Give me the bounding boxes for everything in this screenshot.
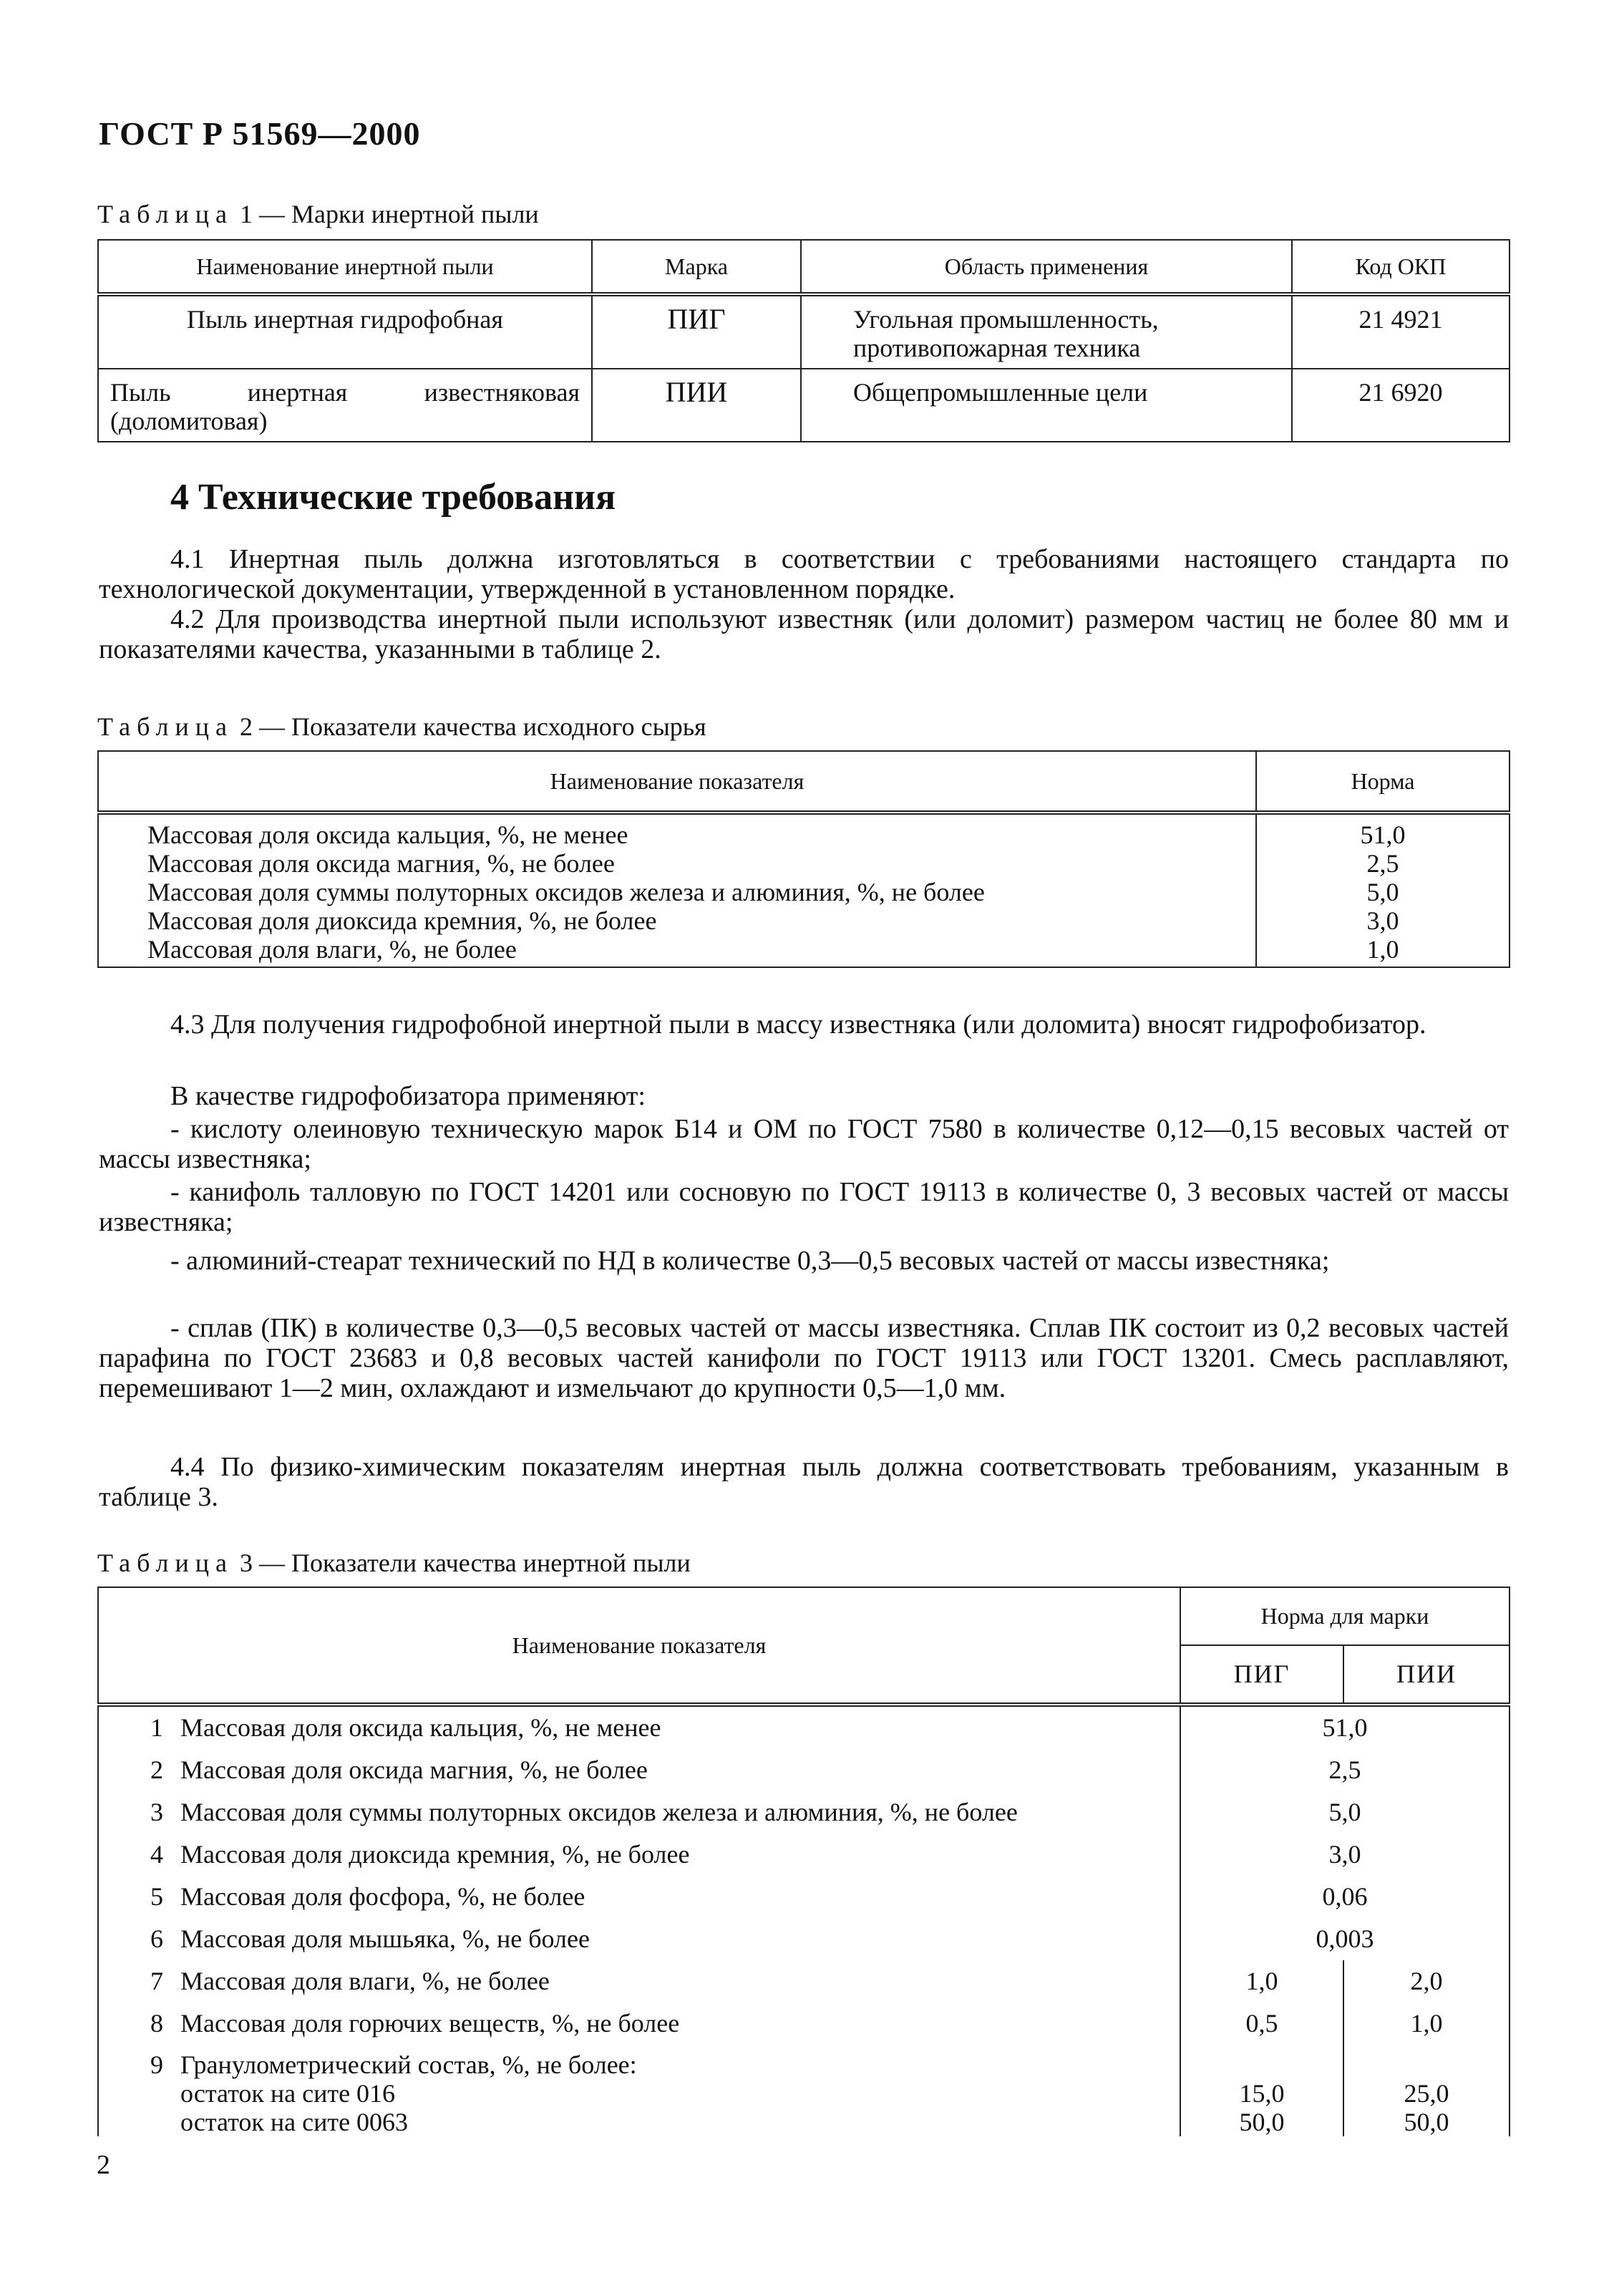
table3-row-value: 5,0 [1180, 1791, 1510, 1834]
table3-header-pii: ПИИ [1343, 1645, 1510, 1705]
row-number: 4 [150, 1840, 163, 1869]
table3-row-label [98, 2045, 1180, 2136]
row-subtext: остаток на сите 0063 [180, 2108, 409, 2136]
table1-cell-area: Угольная промышленность, противопожарная техника [801, 294, 1292, 369]
paragraph-4-3: 4.3 Для получения гидрофобной инертной пыли в массу известняка (или доломита) вносят гидрофобизатор. [170, 1009, 1426, 1040]
table3-row-value: 0,06 [1180, 1876, 1510, 1918]
table2-caption-word: Таблица [97, 712, 233, 741]
row-text: Гранулометрический состав, %, не более: [180, 2050, 637, 2079]
table3-row-label [98, 1791, 1180, 1834]
table3-caption [97, 1548, 691, 1578]
table2-row-name: Массовая доля оксида кальция, %, не менее [147, 820, 628, 849]
row-number: 5 [150, 1882, 163, 1911]
table3-value-pii: 1,0 [1343, 2002, 1510, 2045]
table2-row-name: Массовая доля диоксида кремния, %, не более [147, 906, 657, 935]
table-row [98, 1705, 1510, 1749]
value-stack [1344, 2045, 1509, 2136]
value: 50,0 [1404, 2108, 1449, 2136]
table2-header-row [98, 751, 1510, 813]
table3-row-label [98, 1834, 1180, 1876]
row-text: Массовая доля фосфора, %, не более [180, 1882, 585, 1911]
table2-row-value: 51,0 [1360, 820, 1406, 849]
table3-row-label [98, 1749, 1180, 1791]
table1-cell-code: 21 6920 [1292, 369, 1510, 442]
table3-row-value: 2,5 [1180, 1749, 1510, 1791]
row-text: Массовая доля горючих веществ, %, не более [180, 2009, 680, 2038]
value: 25,0 [1404, 2079, 1449, 2108]
table2-caption [97, 712, 706, 742]
table1-header-area: Область применения [801, 240, 1292, 294]
row-number: 8 [150, 2009, 163, 2038]
table1-header-name: Наименование инертной пыли [98, 240, 592, 294]
table-row [98, 1876, 1510, 1918]
table1-cell-mark: ПИГ [592, 294, 801, 369]
table3-caption-word: Таблица [97, 1549, 233, 1577]
table2 [97, 750, 1510, 968]
table3-row-label [98, 1960, 1180, 2002]
row-text: Массовая доля оксида магния, %, не более [180, 1755, 648, 1784]
table2-row-name: Массовая доля оксида магния, %, не более [147, 849, 615, 878]
table1-caption [97, 199, 539, 229]
table1-cell-name: Пыль инертная известняковая (доломитовая) [98, 369, 592, 442]
row-text: Массовая доля влаги, %, не более [180, 1967, 550, 1995]
table3-caption-text: 3 — Показатели качества инертной пыли [239, 1549, 691, 1577]
table3-value-pig: 0,5 [1180, 2002, 1343, 2045]
table3-row-label [98, 1918, 1180, 1960]
table2-values-cell [1256, 813, 1510, 967]
table3-header-pig: ПИГ [1180, 1645, 1343, 1705]
row-number: 7 [150, 1967, 163, 1995]
table2-caption-text: 2 — Показатели качества исходного сырья [239, 712, 706, 741]
row-text: Массовая доля суммы полуторных оксидов железа и алюминия, %, не более [180, 1798, 1018, 1826]
page-number: 2 [97, 2150, 110, 2180]
row-text-stack [149, 2045, 1180, 2136]
table2-names-cell [98, 813, 1256, 967]
row-number: 9 [150, 2050, 163, 2079]
table2-row-name: Массовая доля влаги, %, не более [147, 935, 517, 964]
table3-header-norm: Норма для марки [1180, 1587, 1510, 1645]
table2-row-value: 2,5 [1366, 849, 1399, 878]
table-row [98, 1791, 1510, 1834]
table1-cell-code: 21 4921 [1292, 294, 1510, 369]
row-text: Массовая доля оксида кальция, %, не менее [180, 1713, 661, 1742]
list-item: - алюминий-стеарат технический по НД в количестве 0,3—0,5 весовых частей от массы известняка; [170, 1246, 1330, 1276]
value: 50,0 [1239, 2108, 1285, 2136]
table1-cell-area: Общепромышленные цели [801, 369, 1292, 442]
row-number: 6 [150, 1924, 163, 1953]
table3-row-value: 51,0 [1180, 1705, 1510, 1749]
table3-row-value: 3,0 [1180, 1834, 1510, 1876]
table2-header-norm: Норма [1256, 751, 1510, 813]
table1 [97, 239, 1510, 442]
table1-cell-mark: ПИИ [592, 369, 801, 442]
table3-row-label [98, 2002, 1180, 2045]
table3 [97, 1587, 1510, 2136]
value: 15,0 [1239, 2079, 1285, 2108]
table2-row-value: 1,0 [1366, 935, 1399, 964]
value-stack [1181, 2045, 1343, 2136]
table-row [98, 1918, 1510, 1960]
table3-row-value: 0,003 [1180, 1918, 1510, 1960]
table3-value-pii [1343, 2045, 1510, 2136]
table3-header-row [98, 1587, 1510, 1645]
table-row [98, 294, 1510, 369]
table1-header-mark: Марка [592, 240, 801, 294]
table3-row-label [98, 1705, 1180, 1749]
table3-row-label [98, 1876, 1180, 1918]
row-number: 1 [150, 1713, 163, 1742]
table2-row-value: 5,0 [1366, 878, 1399, 906]
list-item: - сплав (ПК) в количестве 0,3—0,5 весовых частей от массы известняка. Сплав ПК состоит из 0,2 весовых частей парафина по ГОСТ 23683 и 0,8 весовых частей канифоли по ГОСТ 19113 или ГОСТ 13201. Смесь расплавляют, перемешивают 1—2 мин, охлаждают и измельчают до крупности 0,5—1,0 мм. [99, 1313, 1509, 1403]
paragraph-4-1: 4.1 Инертная пыль должна изготовляться в соответствии с требованиями настоящего стандарта по технологической документации, утвержденной в установленном порядке. [99, 544, 1509, 604]
table1-header-row [98, 240, 1510, 294]
table-row [98, 1834, 1510, 1876]
paragraph-4-4: 4.4 По физико-химическим показателям инертная пыль должна соответствовать требованиям, указанным в таблице 3. [99, 1452, 1509, 1512]
paragraph-4-2: 4.2 Для производства инертной пыли используют известняк (или доломит) размером частиц не более 80 мм и показателями качества, указанными в таблице 2. [99, 604, 1509, 664]
paragraph-intro: В качестве гидрофобизатора применяют: [170, 1081, 646, 1111]
table2-row-value: 3,0 [1366, 906, 1399, 935]
table-row [98, 1960, 1510, 2002]
table3-value-pii: 2,0 [1343, 1960, 1510, 2002]
document-title: ГОСТ Р 51569—2000 [99, 115, 421, 152]
table1-cell-name: Пыль инертная гидрофобная [98, 294, 592, 369]
table2-header-name: Наименование показателя [98, 751, 1256, 813]
table2-row-name: Массовая доля суммы полуторных оксидов железа и алюминия, %, не более [147, 878, 985, 906]
table3-value-pig [1180, 2045, 1343, 2136]
list-item: - канифоль талловую по ГОСТ 14201 или сосновую по ГОСТ 19113 в количестве 0, 3 весовых частей от массы известняка; [99, 1177, 1509, 1237]
table1-header-code: Код ОКП [1292, 240, 1510, 294]
table3-value-pig: 1,0 [1180, 1960, 1343, 2002]
table-row [98, 1749, 1510, 1791]
table3-header-name: Наименование показателя [98, 1587, 1180, 1705]
table1-caption-text: 1 — Марки инертной пыли [239, 200, 539, 228]
table-row [98, 369, 1510, 442]
row-number: 2 [150, 1755, 163, 1784]
row-text: Массовая доля диоксида кремния, %, не более [180, 1840, 690, 1869]
row-text: Массовая доля мышьяка, %, не более [180, 1924, 590, 1953]
table-row [98, 2045, 1510, 2136]
table2-body [98, 813, 1510, 967]
row-number: 3 [150, 1798, 163, 1826]
section-heading: 4 Технические требования [170, 477, 616, 518]
row-subtext: остаток на сите 016 [180, 2079, 396, 2108]
table1-caption-word: Таблица [97, 200, 233, 228]
list-item: - кислоту олеиновую техническую марок Б14 и ОМ по ГОСТ 7580 в количестве 0,12—0,15 весовых частей от массы известняка; [99, 1114, 1509, 1174]
table-row [98, 2002, 1510, 2045]
